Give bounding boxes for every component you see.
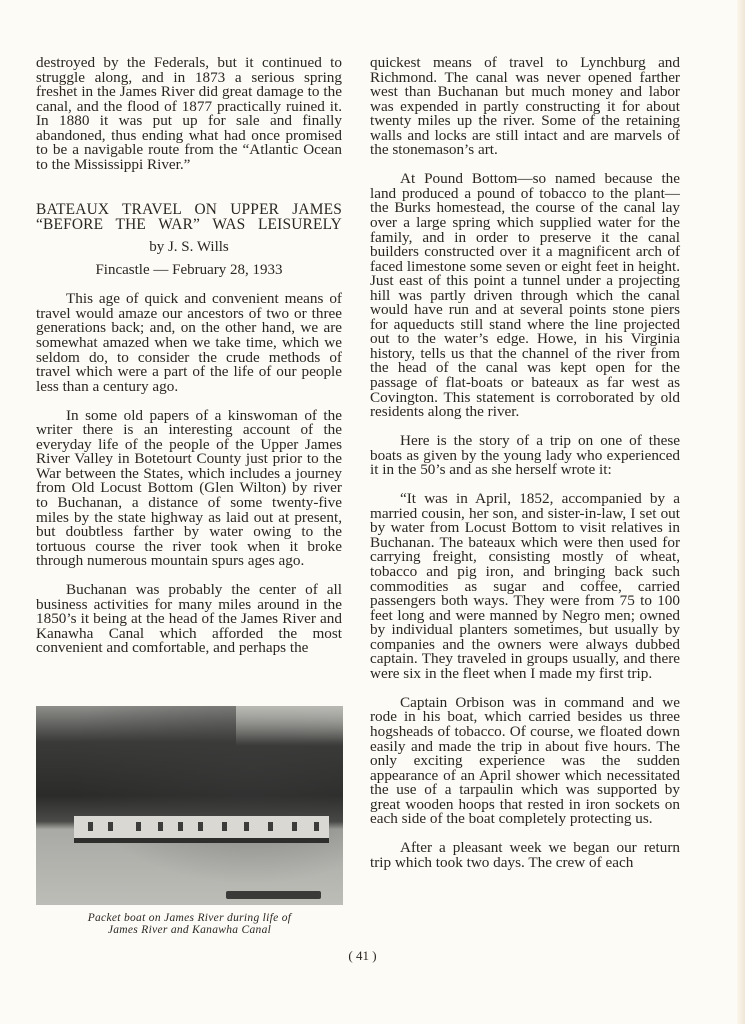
article-title-line-2: “BEFORE THE WAR” WAS LEISURELY [36, 216, 342, 234]
caption-line-2: James River and Kanawha Canal [107, 924, 272, 936]
paragraph: quickest means of travel to Lynchburg and Richmond. The canal was never opened farther west than Buchanan but much money and labor was expended in partly constructing it for about twenty miles up the river. Some of the retaining walls and locks are still intact and are marvels of the stonemason’s art. [370, 54, 680, 159]
dateline: Fincastle — February 28, 1933 [95, 262, 283, 279]
page-number: ( 41 ) [348, 948, 377, 963]
left-column [36, 56, 342, 656]
photo-sky [236, 706, 343, 746]
packet-boat-photo [36, 706, 343, 905]
photo-skiff [226, 891, 321, 899]
photo-caption [36, 912, 343, 936]
paragraph: Buchanan was probably the center of all business activities for many miles around in the 1850’s it being at the head of the James River and Kanawha Canal which afforded the most convenient and comfortable, and perhaps the [36, 581, 342, 657]
paragraph: Here is the story of a trip on one of these boats as given by the young lady who experienced it in the 50’s and as she herself wrote it: [370, 432, 680, 479]
article-title [36, 202, 342, 232]
paragraph: This age of quick and convenient means of travel would amaze our ancestors of two or three generations back; and, on the other hand, we are somewhat amazed when we take time, which we seldom do, to consider the crude methods of travel which were a part of the life of our people less than a century ago. [36, 290, 342, 395]
article-title-line-1: BATEAUX TRAVEL ON UPPER JAMES [36, 201, 342, 219]
paragraph: After a pleasant week we began our return trip which took two days. The crew of each [370, 839, 680, 871]
byline: by J. S. Wills [149, 239, 229, 256]
paragraph: Captain Orbison was in command and we rode in his boat, which carried besides us three hogsheads of tobacco. Of course, we floated down easily and made the trip in about five hours. The only exciting experience was the sudden appearance of an April shower which necessitated the use of a tarpaulin which was supported by great wooden hoops that rested in iron sockets on each side of the boat completely protecting us. [370, 693, 680, 828]
paragraph: At Pound Bottom—so named because the land produced a pound of tobacco to the plant— the Burks homestead, the course of the canal lay over a large spring which supplied water for the family, and in order to preserve it the canal builders constructed over it a magnificent arch of faced limestone some seven or eight feet in height. Just east of this point a tunnel under a projecting hill was partly driven through which the canal would have run and at several points stone piers for aqueducts still stand where the line projected out to the water’s edge. Howe, in his Virginia history, tells us that the channel of the river from the head of the canal was kept open for the passage of flat-boats or bateaux as far west as Covington. This statement is corroborated by old residents along the river. [370, 170, 680, 421]
quoted-paragraph: “It was in April, 1852, accompanied by a married cousin, her son, and sister-in-law, I set out by water from Locust Bottom to visit relatives in Buchanan. The bateaux which were then used for carrying freight, consisting mostly of wheat, tobacco and pig iron, and bringing back such commodities as sugar and coffee, carried passengers both ways. They were from 75 to 100 feet long and were manned by Negro men; owned by individual planters sometimes, but usually by companies and the owners were always dubbed captain. They traveled in groups usually, and there were six in the fleet when I made my first trip. [370, 490, 680, 682]
paragraph: In some old papers of a kinswoman of the writer there is an interesting account of the everyday life of the people of the Upper James River Valley in Botetourt County just prior to the War between the States, which includes a journey from Old Locust Bottom (Glen Wilton) by river to Buchanan, a distance of some twenty-five miles by the state highway as laid out at present, but doubtless farther by water owing to the tortuous course the river took when it broke through numerous mountain spurs ages ago. [36, 406, 342, 570]
right-column [370, 56, 680, 870]
caption-line-1: Packet boat on James River during life of [87, 912, 292, 924]
page-edge [737, 0, 745, 1024]
photo-boat [74, 816, 329, 843]
continued-paragraph: destroyed by the Federals, but it continued to struggle along, and in 1873 a serious spring freshet in the James River did great damage to the canal, and the flood of 1877 practically ruined it. In 1880 it was put up for sale and finally abandoned, thus ending what had once promised to be a navigable route from the “Atlantic Ocean to the Mississippi River.” [36, 54, 342, 173]
